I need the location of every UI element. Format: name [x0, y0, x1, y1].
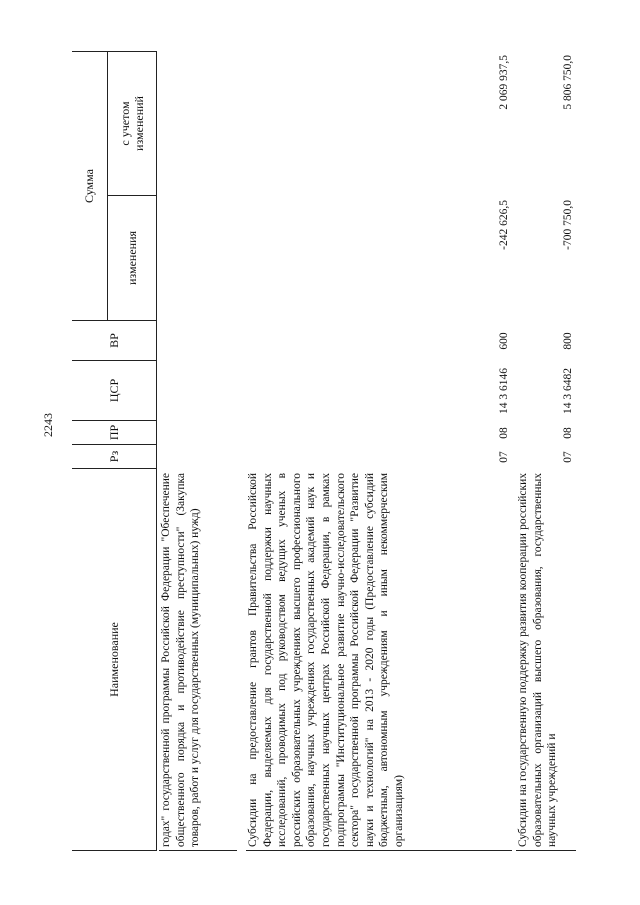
row-rz: 07: [498, 451, 510, 463]
row-csr: 14 3 6482: [562, 368, 574, 414]
table-row: [516, 51, 576, 851]
budget-table: [72, 51, 632, 851]
header-total-line1: с учетом: [118, 101, 132, 146]
table-row: [246, 51, 512, 851]
header-sum: Сумма: [72, 51, 108, 321]
header-vr: ВР: [72, 321, 157, 361]
row-name: Субсидии на государственную поддержку развития кооперации российских образовательных организаций высшего образования, государственных научных учреждений и: [516, 469, 576, 851]
table-row: [159, 51, 237, 851]
header-change: изменения: [108, 196, 157, 321]
row-pr: 08: [562, 427, 574, 439]
header-csr: ЦСР: [72, 361, 157, 421]
row-total: 5 806 750,0: [562, 55, 574, 110]
table-header: [72, 51, 157, 851]
row-name: годах" государственной программы Российской Федерации "Обеспечение общественного порядка и противодействие преступности" (Закупка товаров, работ и услуг для государственных (муниципальных) нужд): [159, 469, 237, 851]
row-change: -242 626,5: [498, 200, 510, 250]
row-rz: 07: [562, 451, 574, 463]
header-rz: Рз: [72, 445, 157, 469]
header-name: Наименование: [72, 469, 157, 851]
header-total-line2: изменений: [132, 96, 146, 151]
page-number: 2243: [41, 413, 55, 437]
row-vr: 600: [498, 332, 510, 350]
row-pr: 08: [498, 427, 510, 439]
row-change: -700 750,0: [562, 200, 574, 250]
row-csr: 14 3 6146: [498, 368, 510, 414]
header-pr: ПР: [72, 421, 157, 445]
row-name: Субсидии на предоставление грантов Правительства Российской Федерации, выделяемых для государственной поддержки научных исследований, проводимых под руководством ведущих ученых в российских образовательных учреждениях высшего профессионального образования, научных учреждениях государственных академий наук и государственных научных центрах Российской Федерации, в рамках подпрограммы "Институциональное развитие научно-исследовательского сектора" государственной программы Российской Федерации "Развитие науки и технологий" на 2013 - 2020 годы (Предоставление субсидий бюджетным, автономным учреждениям и иным некоммерческим организациям): [246, 469, 512, 851]
header-total: [108, 51, 157, 196]
row-vr: 800: [562, 332, 574, 350]
row-total: 2 069 937,5: [498, 55, 510, 110]
